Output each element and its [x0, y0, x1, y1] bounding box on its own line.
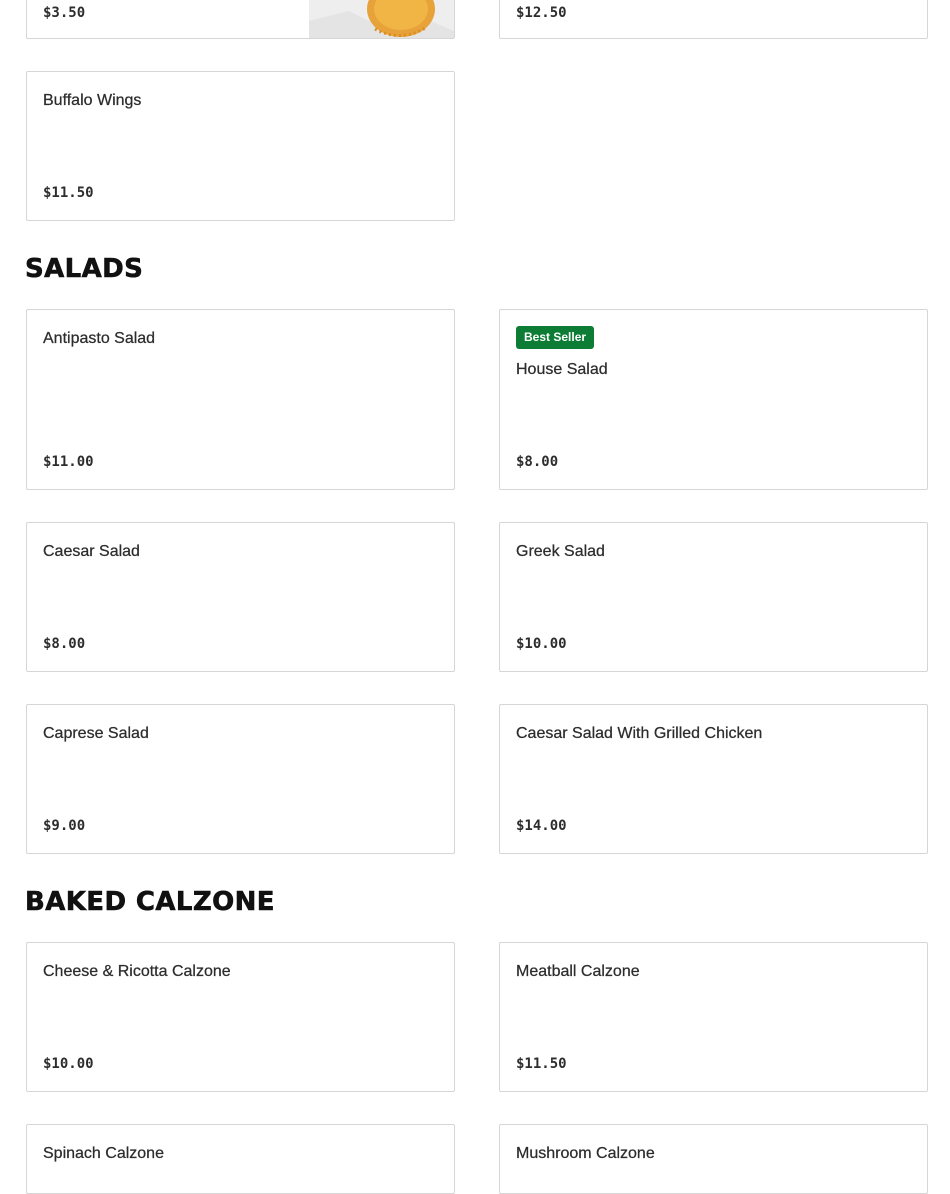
item-name: Caesar Salad With Grilled Chicken — [516, 725, 763, 742]
menu-item-card[interactable] — [499, 1124, 928, 1194]
item-name: Spinach Calzone — [43, 1145, 164, 1162]
item-name: Caprese Salad — [43, 725, 149, 742]
item-name: Buffalo Wings — [43, 92, 142, 109]
menu-item-card[interactable] — [26, 309, 455, 490]
item-price: $8.00 — [43, 636, 86, 652]
item-name: Antipasto Salad — [43, 330, 156, 347]
menu-item-card[interactable] — [499, 0, 928, 39]
section-title-baked-calzone: BAKED CALZONE — [25, 887, 275, 917]
menu-item-card[interactable] — [26, 942, 455, 1092]
item-price: $10.00 — [516, 636, 567, 652]
item-price: $9.00 — [43, 818, 86, 834]
item-price: $8.00 — [516, 454, 559, 470]
item-price: $14.00 — [516, 818, 567, 834]
item-name: Caesar Salad — [43, 543, 140, 560]
food-photo-icon — [309, 0, 454, 38]
item-price: $10.00 — [43, 1056, 94, 1072]
menu-item-card[interactable] — [499, 704, 928, 854]
menu-item-card[interactable] — [26, 0, 455, 39]
menu-item-card[interactable] — [499, 942, 928, 1092]
menu-item-card[interactable] — [26, 71, 455, 221]
menu-item-card[interactable] — [499, 522, 928, 672]
item-name: Greek Salad — [516, 543, 605, 560]
item-price: $3.50 — [43, 5, 86, 21]
item-name: Mushroom Calzone — [516, 1145, 655, 1162]
item-thumbnail — [309, 0, 454, 38]
section-title-salads: SALADS — [25, 254, 144, 284]
item-price: $11.50 — [516, 1056, 567, 1072]
item-price: $11.50 — [43, 185, 94, 201]
item-price: $11.00 — [43, 454, 94, 470]
menu-item-card[interactable] — [26, 1124, 455, 1194]
item-name: Meatball Calzone — [516, 963, 640, 980]
item-name: House Salad — [516, 361, 608, 378]
best-seller-badge: Best Seller — [516, 326, 594, 349]
menu-item-card[interactable] — [26, 522, 455, 672]
item-name: Cheese & Ricotta Calzone — [43, 963, 231, 980]
menu-item-card[interactable] — [26, 704, 455, 854]
menu-item-card[interactable] — [499, 309, 928, 490]
item-price: $12.50 — [516, 5, 567, 21]
